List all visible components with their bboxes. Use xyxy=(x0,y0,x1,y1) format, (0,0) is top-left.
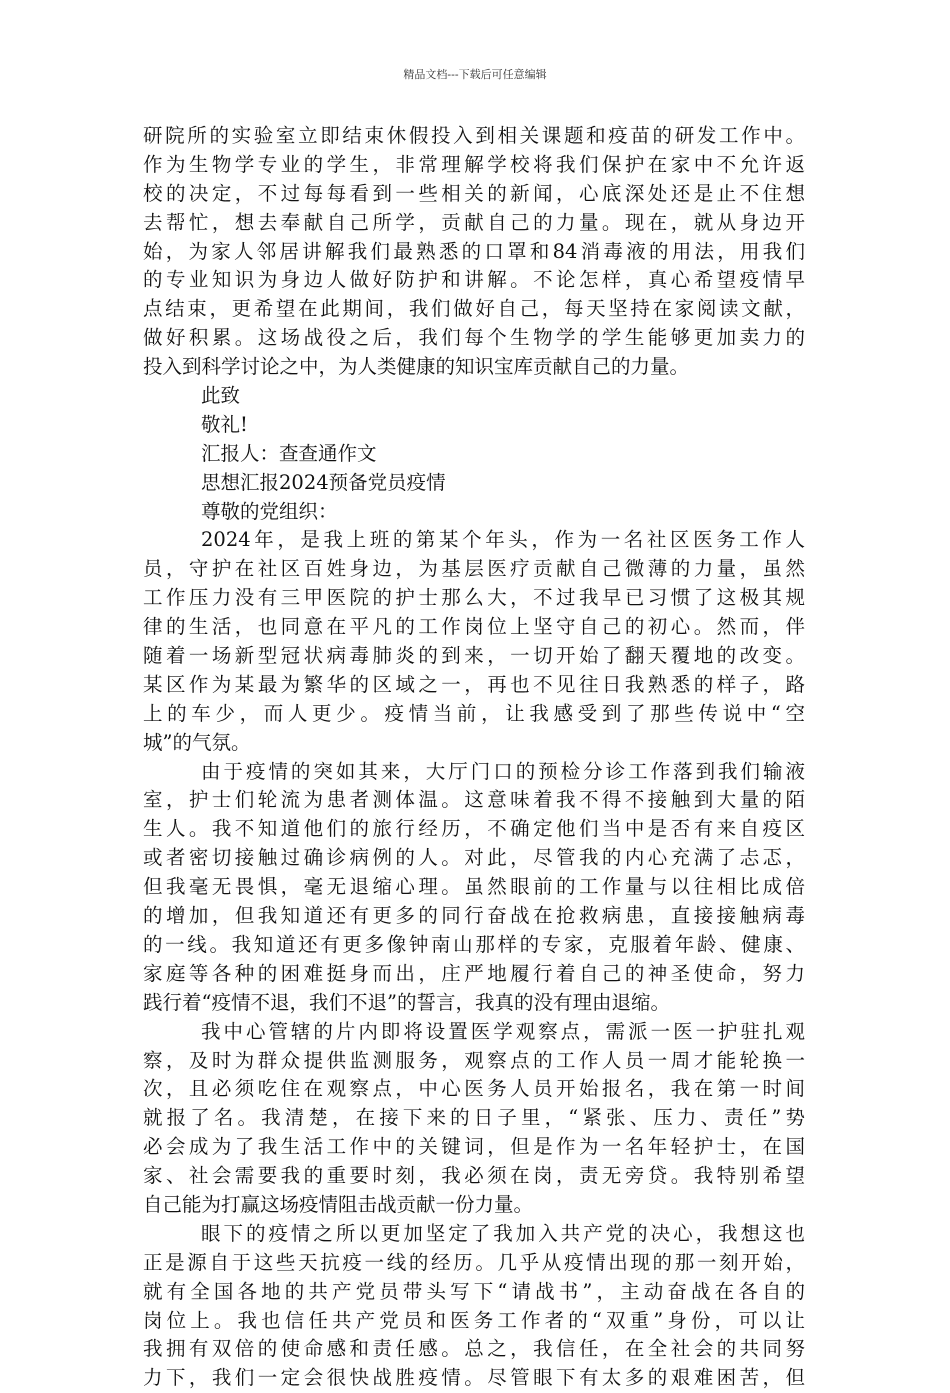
paragraph-start: 2024年，是我上班的第某个年头，作为一名社区医务工作人 xyxy=(201,528,805,552)
text-line: 家庭等各种的困难挺身而出，庄严地履行着自己的神圣使命，努力 xyxy=(143,961,805,985)
text-line: 我拥有双倍的使命感和责任感。总之，我信任，在全社会的共同努 xyxy=(143,1337,805,1361)
text-line: 的一线。我知道还有更多像钟南山那样的专家，克服着年龄、健康、 xyxy=(143,932,805,956)
paragraph-start: 由于疫情的突如其来，大厅门口的预检分诊工作落到我们输液 xyxy=(201,759,805,783)
section-title: 思想汇报2024预备党员疫情 xyxy=(201,470,446,494)
text-line: 随着一场新型冠状病毒肺炎的到来，一切开始了翻天覆地的改变。 xyxy=(143,644,805,668)
document-body xyxy=(143,122,805,1393)
text-line: 或者密切接触过确诊病例的人。对此，尽管我的内心充满了忐忑， xyxy=(143,846,805,870)
text-line: 力下，我们一定会很快战胜疫情。尽管眼下有太多的艰难困苦，但 xyxy=(143,1366,805,1390)
text-line: 的专业知识为身边人做好防护和讲解。不论怎样，真心希望疫情早 xyxy=(143,268,805,292)
page-header: 精品文档---下载后可任意编辑 xyxy=(403,68,547,81)
text-line: 始，为家人邻居讲解我们最熟悉的口罩和84消毒液的用法，用我们 xyxy=(143,239,805,263)
text-line: 必会成为了我生活工作中的关键词，但是作为一名年轻护士，在国 xyxy=(143,1135,805,1159)
text-line: 律的生活，也同意在平凡的工作岗位上坚守自己的初心。然而，伴 xyxy=(143,615,805,639)
greeting-line: 尊敬的党组织： xyxy=(201,499,338,523)
paragraph-start: 眼下的疫情之所以更加坚定了我加入共产党的决心，我想这也 xyxy=(201,1221,805,1245)
text-line: 但我毫无畏惧，毫无退缩心理。虽然眼前的工作量与以往相比成倍 xyxy=(143,875,805,899)
text-line: 生人。我不知道他们的旅行经历，不确定他们当中是否有来自疫区 xyxy=(143,817,805,841)
text-line: 某区作为某最为繁华的区域之一，再也不见往日我熟悉的样子，路 xyxy=(143,672,805,696)
text-line: 就有全国各地的共产党员带头写下“请战书”，主动奋战在各自的 xyxy=(143,1279,805,1303)
text-line: 点结束，更希望在此期间，我们做好自己，每天坚持在家阅读文献， xyxy=(143,297,805,321)
text-line: 城”的气氛。 xyxy=(143,730,251,754)
text-line: 去帮忙，想去奉献自己所学，贡献自己的力量。现在，就从身边开 xyxy=(143,210,805,234)
text-line: 校的决定，不过每每看到一些相关的新闻，心底深处还是止不住想 xyxy=(143,181,805,205)
text-line: 室，护士们轮流为患者测体温。这意味着我不得不接触到大量的陌 xyxy=(143,788,805,812)
text-line: 做好积累。这场战役之后，我们每个生物学的学生能够更加卖力的 xyxy=(143,326,805,350)
text-line: 作为生物学专业的学生，非常理解学校将我们保护在家中不允许返 xyxy=(143,152,805,176)
text-line: 自己能为打赢这场疫情阻击战贡献一份力量。 xyxy=(143,1192,534,1216)
closing-line: 此致 xyxy=(201,384,241,408)
text-line: 岗位上。我也信任共产党员和医务工作者的“双重”身份，可以让 xyxy=(143,1308,805,1332)
text-line: 就报了名。我清楚，在接下来的日子里，“紧张、压力、责任”势 xyxy=(143,1106,805,1130)
text-line: 察，及时为群众提供监测服务，观察点的工作人员一周才能轮换一 xyxy=(143,1048,805,1072)
text-line: 家、社会需要我的重要时刻，我必须在岗，责无旁贷。我特别希望 xyxy=(143,1164,805,1188)
text-line: 践行着“疫情不退，我们不退”的誓言，我真的没有理由退缩。 xyxy=(143,990,670,1014)
text-line: 研院所的实验室立即结束休假投入到相关课题和疫苗的研发工作中。 xyxy=(143,124,805,147)
text-line: 上的车少，而人更少。疫情当前，让我感受到了那些传说中“空 xyxy=(143,701,805,725)
text-line: 投入到科学讨论之中，为人类健康的知识宝库贡献自己的力量。 xyxy=(143,355,690,379)
text-line: 工作压力没有三甲医院的护士那么大，不过我早已习惯了这极其规 xyxy=(143,586,805,610)
text-line: 的增加，但我知道还有更多的同行奋战在抢救病患，直接接触病毒 xyxy=(143,904,805,928)
text-line: 正是源自于这些天抗疫一线的经历。几乎从疫情出现的那一刻开始， xyxy=(143,1250,805,1274)
reporter-line: 汇报人：查查通作文 xyxy=(201,441,377,465)
text-line: 次，且必须吃住在观察点，中心医务人员开始报名，我在第一时间 xyxy=(143,1077,805,1101)
paragraph-start: 我中心管辖的片内即将设置医学观察点，需派一医一护驻扎观 xyxy=(201,1019,805,1043)
text-line: 员，守护在社区百姓身边，为基层医疗贡献自己微薄的力量，虽然 xyxy=(143,557,805,581)
salutation-line: 敬礼! xyxy=(201,412,248,436)
